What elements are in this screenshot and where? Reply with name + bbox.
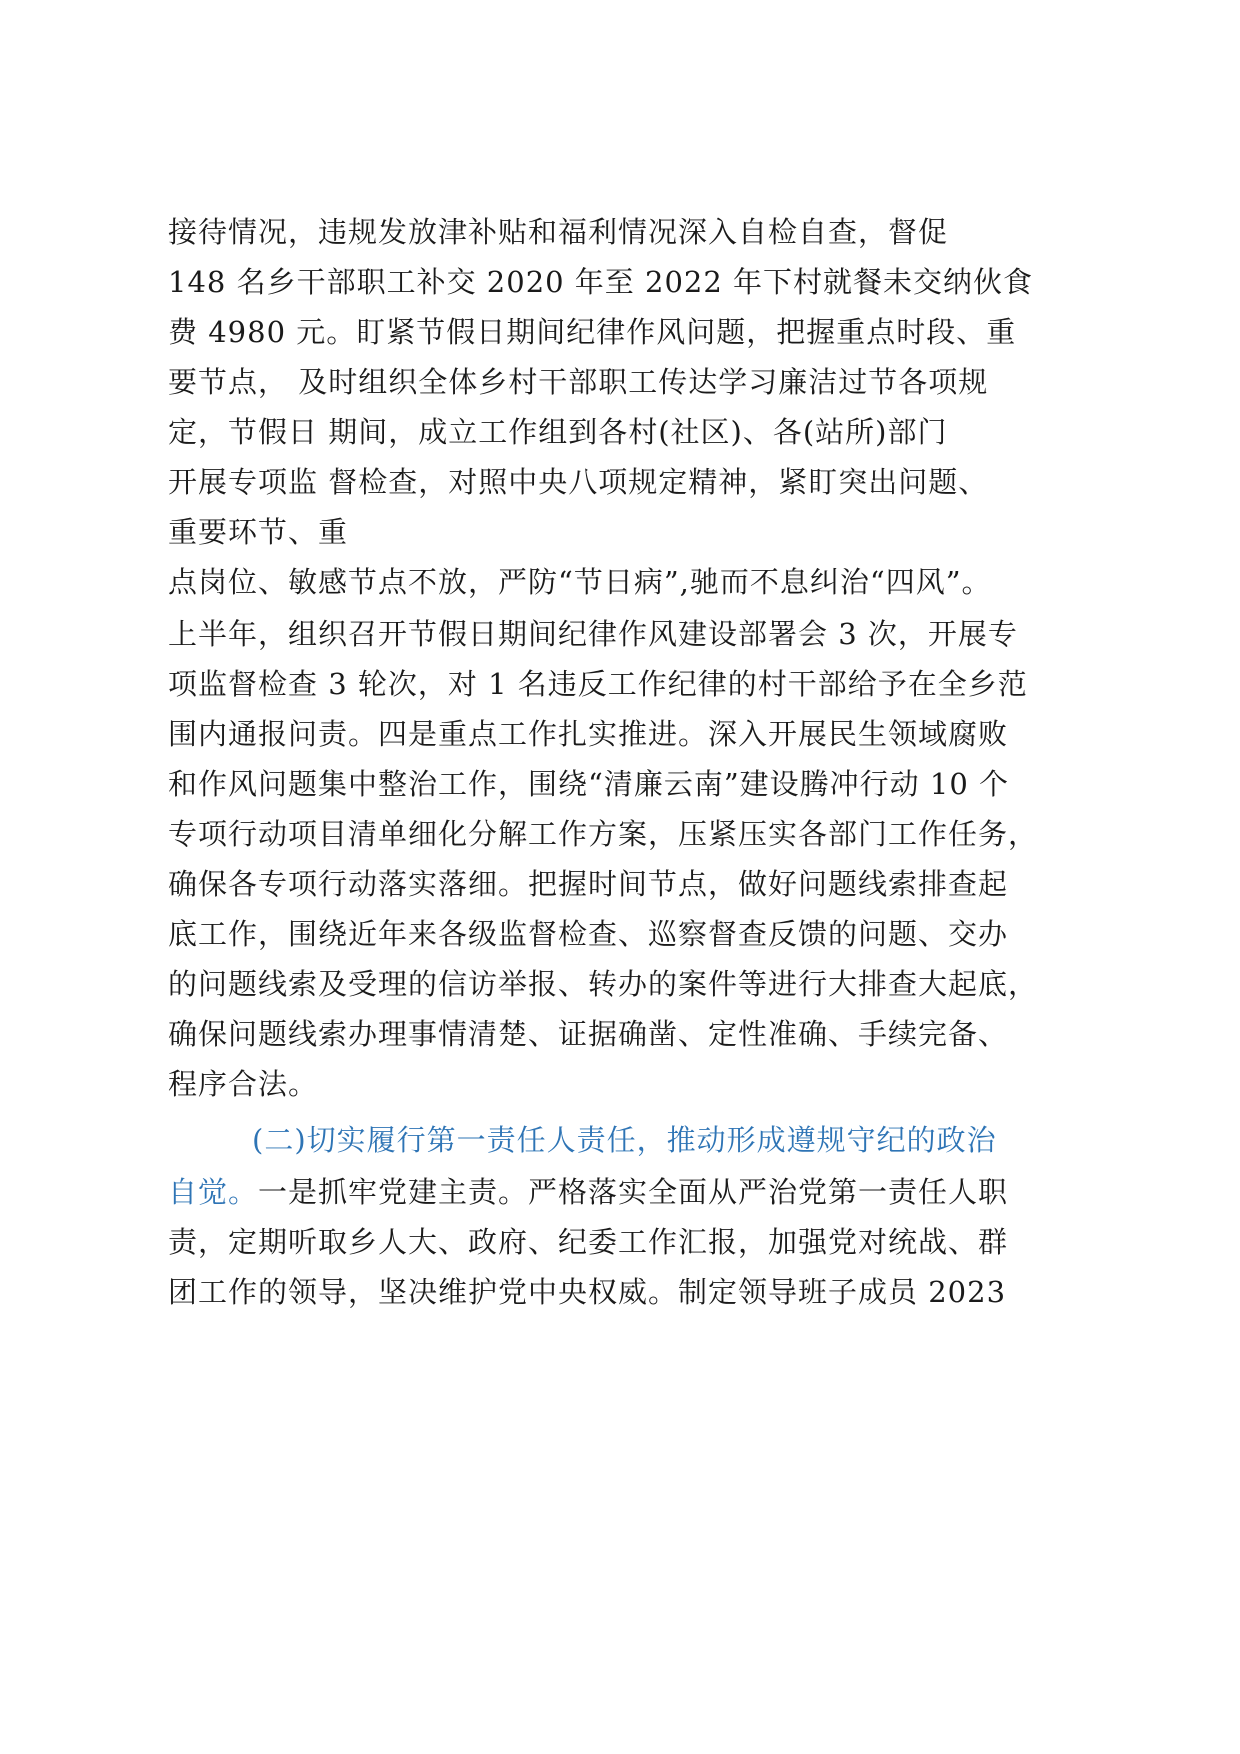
text-line-3: 费 4980 元。盯紧节假日期间纪律作风问题，把握重点时段、重 (168, 315, 1017, 349)
text-line-tail-2: 团工作的领导，坚决维护党中央权威。制定领导班子成员 2023 (168, 1275, 1007, 1309)
section-heading: (二)切实履行第一责任人责任，推动形成遵规守纪的政治 (252, 1123, 997, 1157)
text-line-2: 148 名乡干部职工补交 2020 年至 2022 年下村就餐未交纳伙食 (168, 265, 1034, 299)
text-line-15: 底工作，围绕近年来各级监督检查、巡察督查反馈的问题、交办 (168, 917, 1009, 951)
text-line-4: 要节点， 及时组织全体乡村干部职工传达学习廉洁过节各项规 (168, 365, 989, 399)
text-line-18: 程序合法。 (168, 1067, 319, 1101)
text-line-12: 和作风问题集中整治工作，围绕“清廉云南”建设腾冲行动 10 个 (168, 767, 1009, 801)
section-body-start: 一是抓牢党建主责。严格落实全面从严治党第一责任人职 (258, 1175, 1009, 1209)
text-line-13: 专项行动项目清单细化分解工作方案，压紧压实各部门工作任务， (168, 817, 1039, 851)
section-heading-end: 自觉。 (168, 1175, 259, 1209)
text-line-10: 项监督检查 3 轮次，对 1 名违反工作纪律的村干部给予在全乡范 (168, 667, 1028, 701)
text-line-tail-1: 责，定期听取乡人大、政府、纪委工作汇报，加强党对统战、群 (168, 1225, 1009, 1259)
text-line-11: 围内通报问责。四是重点工作扎实推进。深入开展民生领域腐败 (168, 717, 1009, 751)
text-line-9: 上半年，组织召开节假日期间纪律作风建设部署会 3 次，开展专 (168, 617, 1018, 651)
text-line-8: 点岗位、敏感节点不放，严防“节日病”,驰而不息纠治“四风”。 (168, 565, 992, 599)
text-line-7: 重要环节、重 (168, 515, 349, 549)
text-line-17: 确保问题线索办理事情清楚、证据确凿、定性准确、手续完备、 (168, 1017, 1009, 1051)
text-line-14: 确保各专项行动落实落细。把握时间节点，做好问题线索排查起 (168, 867, 1009, 901)
text-line-1: 接待情况，违规发放津补贴和福利情况深入自检自查，督促 (168, 215, 949, 249)
text-line-5: 定，节假日 期间，成立工作组到各村(社区)、各(站所)部门 (168, 415, 948, 449)
text-line-6: 开展专项监 督检查，对照中央八项规定精神，紧盯突出问题、 (168, 465, 989, 499)
section-heading-continuation (168, 1172, 1008, 1212)
text-line-16: 的问题线索及受理的信访举报、转办的案件等进行大排查大起底， (168, 967, 1039, 1001)
